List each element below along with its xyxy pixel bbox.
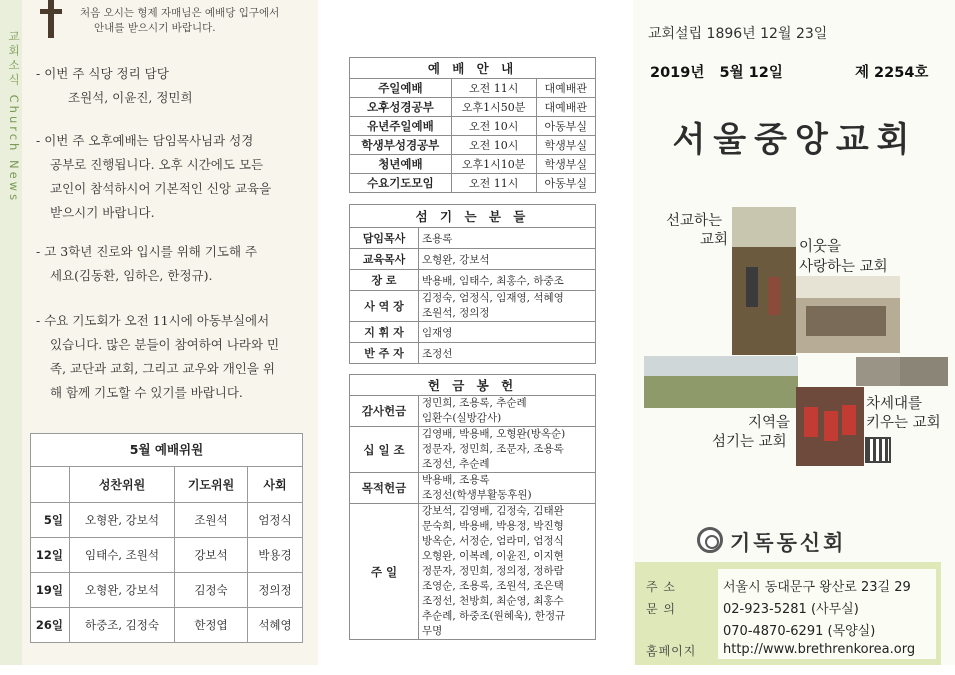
- offering-names: 정민희, 조용록, 추순례 임환수(실방감사): [419, 396, 596, 427]
- table-row: [31, 538, 303, 573]
- service-name: 수요기도모임: [350, 174, 452, 193]
- table-cell: 한정엽: [175, 608, 248, 643]
- table-row: [350, 249, 596, 270]
- offering-names: 박용배, 조용록 조정선(학생부활동후원): [419, 473, 596, 504]
- service-time: 오전 10시: [451, 136, 536, 155]
- news-line: 조원석, 이윤진, 정민희: [68, 90, 193, 105]
- welcome-line: 처음 오시는 형제 자매님은 예배당 입구에서: [80, 7, 280, 19]
- worship-committee-title: 5월 예배위원: [30, 433, 303, 466]
- service-place: 아동부실: [536, 117, 596, 136]
- photo-christmas-children: [796, 387, 864, 466]
- service-place: 학생부실: [536, 155, 596, 174]
- offering-table: [349, 374, 596, 640]
- table-cell: 강보석: [175, 538, 248, 573]
- issue-date: 2019년 5월 12일: [650, 65, 783, 81]
- service-time: 오전 11시: [451, 174, 536, 193]
- denomination-logo-icon: [697, 527, 723, 553]
- table-row: [31, 608, 303, 643]
- table-row: [350, 322, 596, 343]
- staff-role: 담임목사: [350, 228, 419, 249]
- service-name: 유년주일예배: [350, 117, 452, 136]
- church-news-label: 교회소식 Church News: [7, 30, 21, 204]
- table-cell: 26일: [31, 608, 70, 643]
- caption-region-line: 섬기는 교회: [712, 434, 787, 450]
- news-line: 해 함께 기도할 수 있기를 바랍니다.: [50, 385, 243, 400]
- contact-address: 서울시 동대문구 왕산로 23길 29: [723, 580, 911, 595]
- table-header-row: [350, 58, 596, 79]
- staff-role: 지 휘 자: [350, 322, 419, 343]
- table-row: [350, 136, 596, 155]
- column-header: [31, 467, 70, 503]
- table-row: [350, 343, 596, 364]
- news-item-cafeteria: [36, 62, 300, 110]
- news-line: 공부로 진행됩니다. 오후 시간에도 모든: [50, 157, 264, 172]
- contact-phone-pastor: 070-4870-6291 (목양실): [723, 624, 876, 639]
- news-line: 교인이 참석하시어 기본적인 신앙 교육을: [50, 181, 272, 196]
- church-name: 서울중앙교회: [672, 120, 918, 160]
- offering-names: 김영배, 박용배, 오형완(방옥순) 정문자, 정민희, 조문자, 조용록 조정선, 추순례: [419, 427, 596, 473]
- table-row: [350, 79, 596, 98]
- staff-title: 섬 기 는 분 들: [350, 205, 596, 228]
- photo-fellowship: [796, 276, 900, 353]
- staff-names: 조용록: [419, 228, 596, 249]
- table-cell: 임태수, 조원석: [70, 538, 175, 573]
- cross-icon: [38, 0, 64, 38]
- caption-love-line: 이웃을: [799, 239, 842, 255]
- news-line: - 수요 기도회가 오전 11시에 아동부실에서: [36, 313, 270, 328]
- photo-mission-trip: [732, 207, 796, 355]
- service-place: 학생부실: [536, 136, 596, 155]
- table-row: [350, 228, 596, 249]
- organization-name: 기독동신회: [730, 531, 847, 555]
- staff-table: [349, 204, 596, 364]
- caption-region-line: 지역을: [748, 415, 791, 431]
- column-header: 기도위원: [175, 467, 248, 503]
- table-row: [31, 503, 303, 538]
- service-name: 학생부성경공부: [350, 136, 452, 155]
- table-cell: 엄정식: [248, 503, 303, 538]
- offering-type: 목적헌금: [350, 473, 419, 504]
- staff-role: 교육목사: [350, 249, 419, 270]
- staff-role: 반 주 자: [350, 343, 419, 364]
- table-header-row: [350, 205, 596, 228]
- staff-names: 박용배, 임태수, 최홍수, 하중조: [419, 270, 596, 291]
- table-row: [350, 155, 596, 174]
- photo-small-group: [900, 357, 948, 386]
- table-row: [350, 504, 596, 640]
- offering-type: 십 일 조: [350, 427, 419, 473]
- staff-role: 장 로: [350, 270, 419, 291]
- table-row: [350, 396, 596, 427]
- news-item-afternoon-service: [36, 129, 300, 225]
- table-header-row: [31, 467, 303, 503]
- table-row: [31, 573, 303, 608]
- established-date: 교회설립 1896년 12월 23일: [648, 26, 828, 42]
- service-name: 오후성경공부: [350, 98, 452, 117]
- table-cell: 석혜영: [248, 608, 303, 643]
- staff-names: 조정선: [419, 343, 596, 364]
- news-line: 받으시기 바랍니다.: [50, 205, 155, 220]
- news-item-prayer-students: [36, 240, 300, 288]
- table-row: [350, 270, 596, 291]
- news-line: 세요(김동환, 임하은, 한정규).: [50, 268, 213, 283]
- service-schedule-title: 예 배 안 내: [350, 58, 596, 79]
- caption-next-gen-line: 키우는 교회: [866, 415, 941, 431]
- service-time: 오후1시50분: [451, 98, 536, 117]
- table-row: [350, 98, 596, 117]
- table-header-row: [350, 375, 596, 396]
- table-row: [350, 473, 596, 504]
- offering-type: 주 일: [350, 504, 419, 640]
- table-row: [350, 427, 596, 473]
- photo-outdoor-gathering: [644, 356, 798, 408]
- staff-role: 사 역 장: [350, 291, 419, 322]
- contact-label-inquiry: 문 의: [646, 602, 676, 616]
- service-place: 아동부실: [536, 174, 596, 193]
- table-cell: 김정숙: [175, 573, 248, 608]
- service-time: 오전 10시: [451, 117, 536, 136]
- service-name: 주일예배: [350, 79, 452, 98]
- offering-title: 헌 금 봉 헌: [350, 375, 596, 396]
- table-row: [350, 117, 596, 136]
- service-place: 대예배관: [536, 98, 596, 117]
- service-name: 청년예배: [350, 155, 452, 174]
- welcome-note: [80, 6, 310, 36]
- contact-homepage-link[interactable]: http://www.brethrenkorea.org: [723, 642, 916, 657]
- contact-label-address: 주 소: [646, 580, 676, 594]
- table-cell: 5일: [31, 503, 70, 538]
- table-cell: 19일: [31, 573, 70, 608]
- staff-names: 오형완, 강보석: [419, 249, 596, 270]
- table-cell: 조원석: [175, 503, 248, 538]
- table-row: [350, 174, 596, 193]
- worship-committee-table: [30, 433, 303, 643]
- issue-number: 제 2254호: [855, 65, 929, 81]
- caption-next-gen-line: 차세대를: [866, 396, 923, 412]
- welcome-line: 안내를 받으시기 바랍니다.: [94, 22, 216, 34]
- column-header: 성찬위원: [70, 467, 175, 503]
- table-row: [350, 291, 596, 322]
- qr-code-icon: [865, 437, 891, 463]
- staff-names: 김정숙, 엄정식, 임재영, 석혜영 조원석, 정의정: [419, 291, 596, 322]
- news-line: 족, 교단과 교회, 그리고 교우와 개인을 위: [50, 361, 275, 376]
- photo-choir: [856, 357, 900, 386]
- service-schedule-table: [349, 57, 596, 193]
- caption-mission-line: 선교하는: [666, 213, 723, 229]
- column-header: 사회: [248, 467, 303, 503]
- news-line: - 고 3학년 진로와 입시를 위해 기도해 주: [36, 244, 258, 259]
- staff-names: 임재영: [419, 322, 596, 343]
- service-time: 오후1시10분: [451, 155, 536, 174]
- table-cell: 오형완, 강보석: [70, 503, 175, 538]
- service-time: 오전 11시: [451, 79, 536, 98]
- caption-mission-line: 교회: [700, 232, 729, 248]
- table-cell: 정의정: [248, 573, 303, 608]
- contact-label-homepage: 홈페이지: [646, 644, 697, 658]
- news-line: - 이번 주 오후예배는 담임목사님과 성경: [36, 133, 254, 148]
- service-place: 대예배관: [536, 79, 596, 98]
- offering-type: 감사헌금: [350, 396, 419, 427]
- table-cell: 하중조, 김정숙: [70, 608, 175, 643]
- news-line: - 이번 주 식당 정리 담당: [36, 66, 169, 81]
- caption-love-line: 사랑하는 교회: [799, 259, 888, 275]
- offering-names: 강보석, 김영배, 김정숙, 김태완 문숙희, 박용배, 박용정, 박진형 방옥순, 서정순, 엄라미, 엄정식 오형완, 이복례, 이윤진, 이지현 정문자, 정민희, 정의정, 정하람 조영순, 조용록, 조원석, 조은택 조정선, 천방희, 최순영, 최홍수 추순례, 하중조(원혜욱), 한정규 무명: [419, 504, 596, 640]
- table-cell: 박용경: [248, 538, 303, 573]
- news-line: 있습니다. 많은 분들이 참여하여 나라와 민: [50, 337, 280, 352]
- table-cell: 오형완, 강보석: [70, 573, 175, 608]
- table-cell: 12일: [31, 538, 70, 573]
- contact-phone-office: 02-923-5281 (사무실): [723, 602, 859, 617]
- news-item-wednesday-prayer: [36, 309, 300, 405]
